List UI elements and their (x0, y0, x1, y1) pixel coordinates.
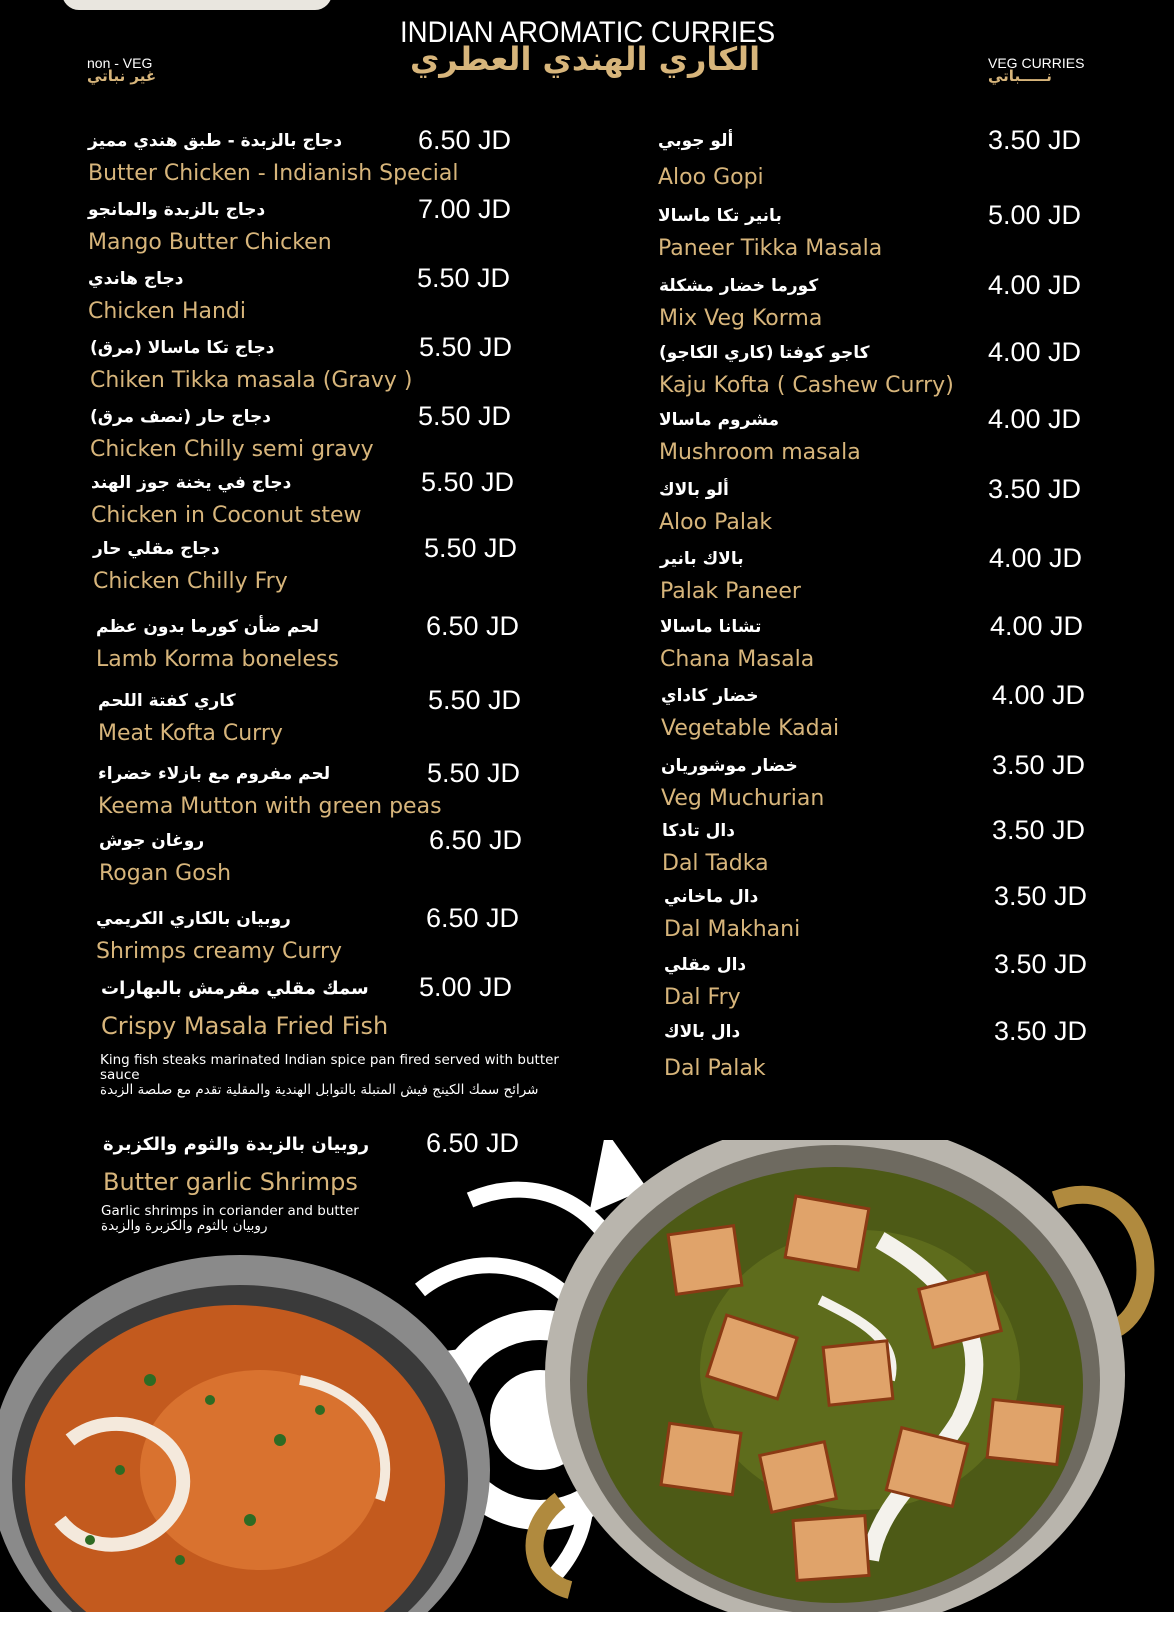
description-arabic: روبيان بالثوم والكزبرة والزبدة (101, 1218, 268, 1234)
item-name-english: Mushroom masala (659, 440, 861, 465)
item-price: 5.00 JD (419, 972, 513, 1002)
non-veg-header-english: non - VEG (87, 55, 153, 71)
item-price: 6.50 JD (426, 903, 520, 933)
bottom-strip (0, 1612, 1174, 1628)
item-name-english: Vegetable Kadai (661, 716, 840, 741)
item-name-arabic: كاري كفتة اللحم (98, 691, 236, 711)
item-name-arabic: روبيان بالزبدة والثوم والكزبرة (103, 1134, 370, 1155)
item-name-english: Palak Paneer (660, 579, 801, 604)
item-price: 5.00 JD (988, 200, 1082, 230)
item-name-english: Mix Veg Korma (659, 306, 823, 331)
item-name-arabic: دجاج بالزبدة والمانجو (88, 200, 266, 220)
item-price: 4.00 JD (988, 404, 1082, 434)
item-price: 4.00 JD (989, 543, 1083, 573)
item-price: 6.50 JD (429, 825, 523, 855)
item-name-english: Shrimps creamy Curry (96, 939, 343, 964)
top-pill (62, 0, 332, 10)
item-price: 3.50 JD (988, 474, 1082, 504)
item-name-english: Chicken in Coconut stew (91, 503, 362, 528)
item-price: 3.50 JD (994, 1016, 1088, 1046)
item-name-english: Butter garlic Shrimps (103, 1168, 358, 1196)
item-price: 6.50 JD (426, 1128, 520, 1158)
item-name-arabic: تشانا ماسالا (660, 617, 762, 637)
item-name-arabic: دجاج بالزبدة - طبق هندي مميز (88, 131, 343, 151)
item-name-arabic: دال ماخاني (664, 887, 759, 907)
item-name-arabic: بانير تكا ماسالا (658, 206, 782, 226)
item-name-english: Butter Chicken - Indianish Special (88, 161, 459, 186)
item-name-arabic: دجاج تكا ماسالا (مرق) (90, 338, 275, 358)
item-name-english: Chiken Tikka masala (Gravy ) (90, 368, 413, 393)
item-name-arabic: دجاج في يخنة جوز الهند (91, 473, 292, 493)
item-price: 4.00 JD (990, 611, 1084, 641)
item-name-arabic: دال بالاك (664, 1022, 741, 1042)
item-name-arabic: روغان جوش (99, 831, 205, 851)
item-price: 5.50 JD (424, 533, 518, 563)
item-name-english: Aloo Palak (659, 510, 773, 535)
item-name-arabic: خضار موشوريان (661, 756, 798, 776)
item-price: 5.50 JD (419, 332, 513, 362)
item-name-english: Lamb Korma boneless (96, 647, 339, 672)
title-arabic: الكاري الهندي العطري (409, 40, 761, 78)
item-price: 5.50 JD (427, 758, 521, 788)
item-price: 3.50 JD (992, 815, 1086, 845)
item-price: 4.00 JD (988, 270, 1082, 300)
item-name-english: Chana Masala (660, 647, 815, 672)
item-name-arabic: مشروم ماسالا (659, 410, 780, 430)
item-name-english: Aloo Gopi (658, 165, 764, 190)
item-name-arabic: سمك مقلي مقرمش بالبهارات (101, 978, 369, 999)
item-name-arabic: لحم مفروم مع بازلاء خضراء (98, 764, 331, 784)
item-price: 5.50 JD (428, 685, 522, 715)
item-name-english: Paneer Tikka Masala (658, 236, 883, 261)
title-english: INDIAN AROMATIC CURRIES (400, 16, 776, 49)
veg-header-english: VEG CURRIES (988, 55, 1085, 71)
item-name-english: Dal Makhani (664, 917, 801, 942)
item-price: 3.50 JD (988, 125, 1082, 155)
item-price: 3.50 JD (994, 949, 1088, 979)
food-photos (0, 1140, 1174, 1612)
item-name-english: Keema Mutton with green peas (98, 794, 442, 819)
item-price: 4.00 JD (988, 337, 1082, 367)
item-name-arabic: ألو بالاك (659, 480, 729, 500)
item-name-arabic: كورما خضار مشكلة (659, 276, 819, 296)
item-name-arabic: دجاج مقلي حار (93, 539, 220, 559)
description-arabic: شرائح سمك الكينج فيش المتبلة بالتوابل الهندية والمقلية تقدم مع صلصة الزبدة (100, 1082, 539, 1098)
veg-header-arabic: نـــــباتي (988, 67, 1052, 85)
item-price: 7.00 JD (418, 194, 512, 224)
item-name-arabic: دال مقلي (664, 955, 747, 975)
item-price: 5.50 JD (418, 401, 512, 431)
item-name-english: Chicken Handi (88, 299, 246, 324)
item-name-arabic: روبيان بالكاري الكريمي (96, 909, 291, 929)
item-price: 6.50 JD (426, 611, 520, 641)
palak-paneer-kadai (535, 1140, 1146, 1612)
non-veg-header-arabic: غير نباتي (87, 67, 157, 85)
item-price: 3.50 JD (994, 881, 1088, 911)
item-price: 5.50 JD (417, 263, 511, 293)
item-name-arabic: بالاك بانير (660, 549, 744, 569)
item-name-english: Dal Fry (664, 985, 741, 1010)
item-price: 3.50 JD (992, 750, 1086, 780)
item-price: 5.50 JD (421, 467, 515, 497)
item-name-english: Mango Butter Chicken (88, 230, 332, 255)
item-price: 4.00 JD (992, 680, 1086, 710)
item-price: 6.50 JD (418, 125, 512, 155)
item-name-arabic: دجاج هاندي (88, 269, 184, 289)
item-name-arabic: دجاج حار (نصف مرق) (90, 407, 272, 427)
item-name-english: Crispy Masala Fried Fish (101, 1012, 389, 1040)
item-name-arabic: دال تادكا (662, 821, 735, 841)
butter-chicken-bowl (0, 1255, 490, 1612)
item-name-arabic: كاجو كوفتا (كاري الكاجو) (659, 343, 870, 363)
item-name-english: Rogan Gosh (99, 861, 232, 886)
item-name-english: Chicken Chilly semi gravy (90, 437, 374, 462)
item-name-arabic: خضار كاداي (661, 686, 759, 706)
description-english: Garlic shrimps in coriander and butter (101, 1203, 359, 1219)
item-name-english: Meat Kofta Curry (98, 721, 283, 746)
item-name-arabic: لحم ضأن كورما بدون عظم (96, 617, 319, 637)
item-name-arabic: ألو جوبي (658, 131, 734, 151)
item-name-english: Veg Muchurian (661, 786, 825, 811)
item-name-english: Kaju Kofta ( Cashew Curry) (659, 373, 954, 398)
item-name-english: Chicken Chilly Fry (93, 569, 288, 594)
item-name-english: Dal Tadka (662, 851, 769, 876)
item-name-english: Dal Palak (664, 1056, 766, 1081)
item-description (100, 1053, 560, 1098)
description-english: King fish steaks marinated Indian spice pan fired served with butter sauce (100, 1052, 559, 1083)
